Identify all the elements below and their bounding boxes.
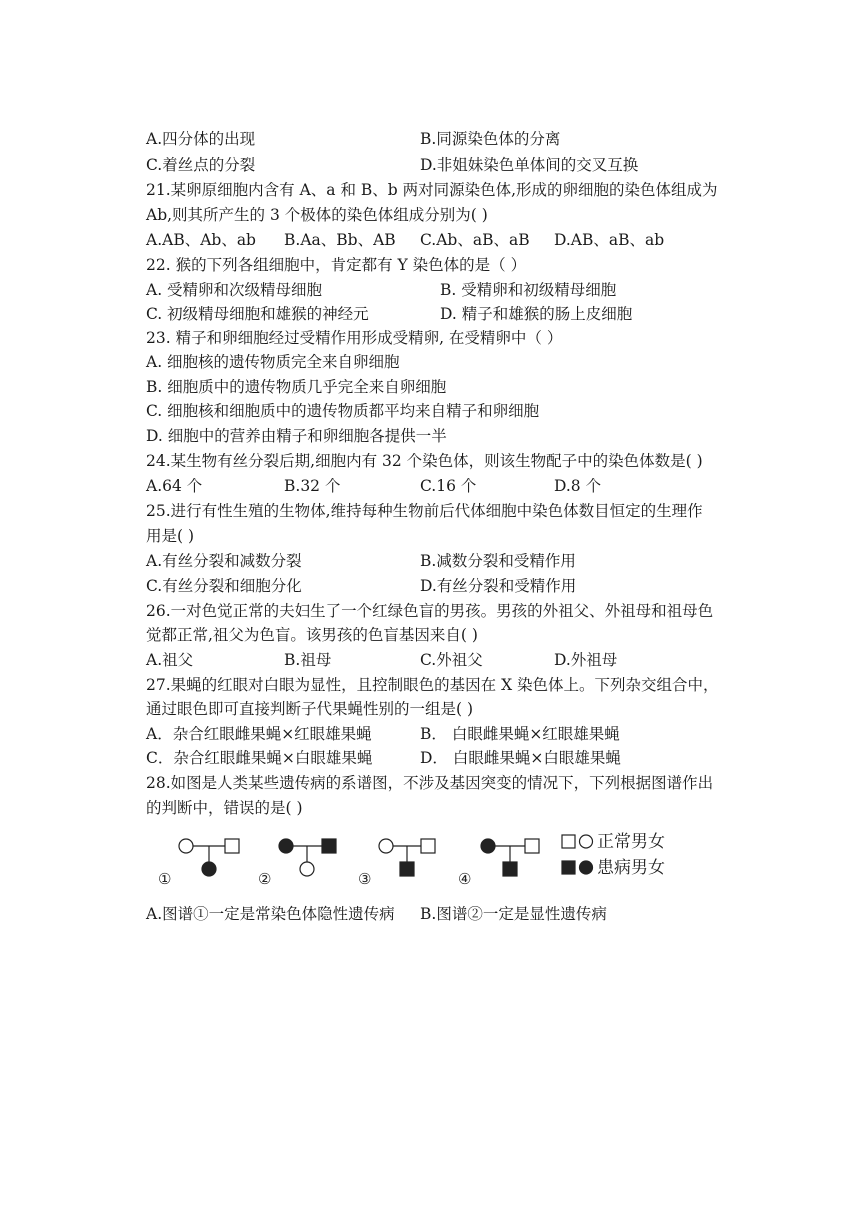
- pedigree-4-father: [525, 839, 539, 853]
- q26-option-d: D.外祖母: [554, 651, 618, 669]
- q26-option-c: C.外祖父: [420, 651, 483, 669]
- legend-affected-male-symbol: [562, 861, 575, 874]
- pedigree-2-daughter: [300, 862, 314, 876]
- q20-option-a: A.四分体的出现: [146, 130, 256, 148]
- pedigree-3-mother: [379, 839, 393, 853]
- q23-option-b: B. 细胞质中的遗传物质几乎完全来自卵细胞: [146, 378, 447, 396]
- q21-option-a: A.AB、Ab、ab: [146, 231, 256, 249]
- q21-stem-line2: Ab,则其所产生的 3 个极体的染色体组成分别为( ): [146, 206, 488, 224]
- q23-option-d: D. 细胞中的营养由精子和卵细胞各提供一半: [146, 427, 447, 445]
- q27-stem-line1: 27.果蝇的红眼对白眼为显性，且控制眼色的基因在 X 染色体上。下列杂交组合中，: [146, 676, 719, 694]
- pedigree-1: [179, 839, 239, 876]
- q28-stem-line1: 28.如图是人类某些遗传病的系谱图，不涉及基因突变的情况下，下列根据图谱作出: [146, 774, 714, 792]
- q21-option-d: D.AB、aB、ab: [554, 231, 665, 249]
- q26-stem-line1: 26.一对色觉正常的夫妇生了一个红绿色盲的男孩。男孩的外祖父、外祖母和祖母色: [146, 602, 714, 620]
- q26-stem-line2: 觉都正常,祖父为色盲。该男孩的色盲基因来自( ): [146, 626, 478, 644]
- pedigree-4-son: [503, 862, 517, 876]
- q25-option-c: C.有丝分裂和细胞分化: [146, 577, 302, 595]
- q24-stem: 24.某生物有丝分裂后期,细胞内有 32 个染色体，则该生物配子中的染色体数是( ): [146, 452, 703, 470]
- q27-option-a: A．杂合红眼雌果蝇×红眼雄果蝇: [146, 725, 372, 743]
- q24-option-b: B.32 个: [284, 477, 341, 495]
- q21-option-c: C.Ab、aB、aB: [420, 231, 530, 249]
- pedigree-label-1: ①: [158, 870, 172, 888]
- pedigree-figure: [150, 826, 690, 890]
- q23-option-c: C. 细胞核和细胞质中的遗传物质都平均来自精子和卵细胞: [146, 402, 540, 420]
- q25-stem-line1: 25.进行有性生殖的生物体,维持每种生物前后代体细胞中染色体数目恒定的生理作: [146, 502, 703, 520]
- q22-option-a: A. 受精卵和次级精母细胞: [146, 281, 323, 299]
- q22-stem: 22. 猴的下列各组细胞中，肯定都有 Y 染色体的是（ ）: [146, 256, 527, 274]
- q21-stem-line1: 21.某卵原细胞内含有 A、a 和 B、b 两对同源染色体,形成的卵细胞的染色体组成为: [146, 181, 718, 199]
- q25-stem-line2: 用是( ): [146, 527, 195, 545]
- q25-option-a: A.有丝分裂和减数分裂: [146, 552, 302, 570]
- q24-option-c: C.16 个: [420, 477, 477, 495]
- q24-option-d: D.8 个: [554, 477, 602, 495]
- q20-option-d: D.非姐妹染色单体间的交叉互换: [420, 156, 639, 174]
- q21-option-b: B.Aa、Bb、AB: [284, 231, 396, 249]
- q28-stem-line2: 的判断中，错误的是( ): [146, 799, 303, 817]
- q22-option-b: B. 受精卵和初级精母细胞: [440, 281, 617, 299]
- pedigree-4-mother: [481, 839, 495, 853]
- pedigree-1-mother: [179, 839, 193, 853]
- q27-option-b: B． 白眼雌果蝇×红眼雄果蝇: [420, 725, 620, 743]
- legend-normal-label: 正常男女: [597, 832, 665, 852]
- pedigree-3-father: [421, 839, 435, 853]
- legend-affected-female-symbol: [580, 861, 593, 874]
- q25-option-d: D.有丝分裂和受精作用: [420, 577, 577, 595]
- pedigree-3: [379, 839, 435, 876]
- pedigree-label-2: ②: [258, 870, 272, 888]
- pedigree-1-daughter: [202, 862, 216, 876]
- q27-option-d: D． 白眼雌果蝇×白眼雄果蝇: [420, 749, 621, 767]
- q23-stem: 23. 精子和卵细胞经过受精作用形成受精卵, 在受精卵中（ ）: [146, 329, 563, 347]
- q25-option-b: B.减数分裂和受精作用: [420, 552, 576, 570]
- pedigree-2-father: [322, 839, 336, 853]
- pedigree-1-father: [225, 839, 239, 853]
- q26-option-b: B.祖母: [284, 651, 332, 669]
- q23-option-a: A. 细胞核的遗传物质完全来自卵细胞: [146, 353, 400, 371]
- q22-option-d: D. 精子和雄猴的肠上皮细胞: [440, 305, 633, 323]
- pedigree-4: [481, 839, 539, 876]
- q20-option-b: B.同源染色体的分离: [420, 130, 561, 148]
- pedigree-label-4: ④: [458, 870, 472, 888]
- q22-option-c: C. 初级精母细胞和雄猴的神经元: [146, 305, 369, 323]
- q24-option-a: A.64 个: [146, 477, 203, 495]
- legend-affected-label: 患病男女: [597, 858, 665, 878]
- q27-option-c: C．杂合红眼雌果蝇×白眼雄果蝇: [146, 749, 373, 767]
- pedigree-2: [279, 839, 336, 876]
- legend-normal-female-symbol: [580, 835, 593, 848]
- q20-option-c: C.着丝点的分裂: [146, 156, 256, 174]
- q27-stem-line2: 通过眼色即可直接判断子代果蝇性别的一组是( ): [146, 700, 474, 718]
- q28-option-b: B.图谱②一定是显性遗传病: [420, 905, 607, 923]
- q26-option-a: A.祖父: [146, 651, 194, 669]
- legend-normal-male-symbol: [562, 835, 575, 848]
- pedigree-2-mother: [279, 839, 293, 853]
- q28-option-a: A.图谱①一定是常染色体隐性遗传病: [146, 905, 395, 923]
- pedigree-label-3: ③: [358, 870, 372, 888]
- pedigree-3-son: [400, 862, 414, 876]
